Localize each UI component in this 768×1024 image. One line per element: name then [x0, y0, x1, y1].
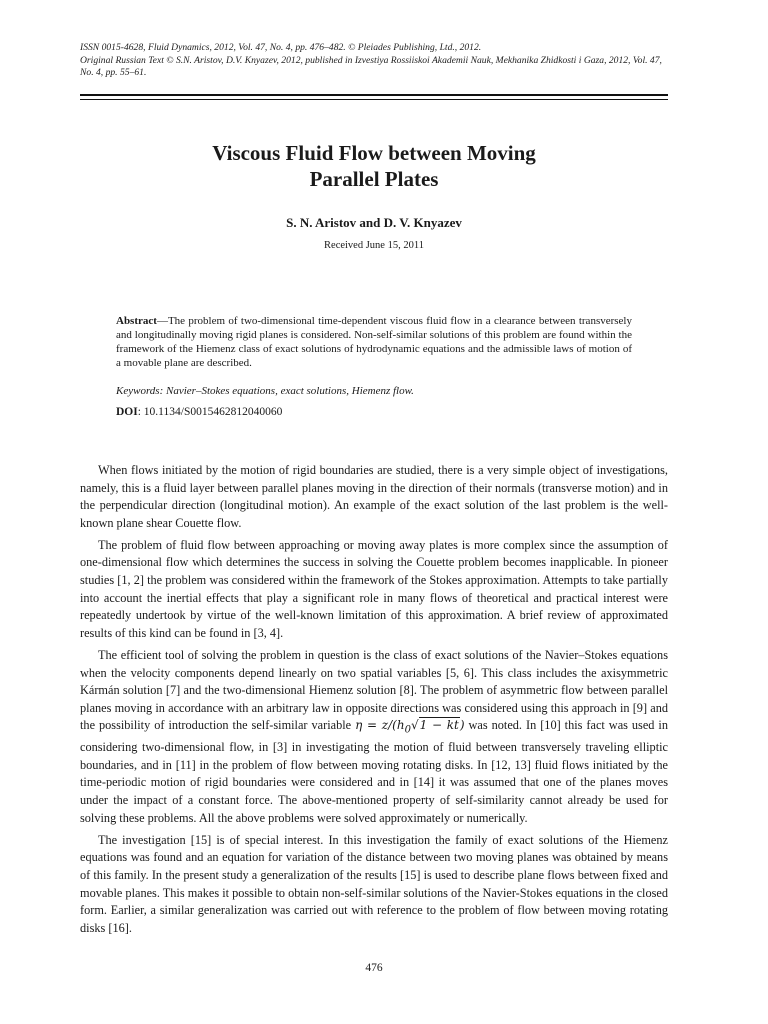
eq-eta: η	[355, 718, 363, 733]
eq-h: h	[396, 718, 405, 733]
doi-value: : 10.1134/S0015462812040060	[137, 406, 283, 418]
eq-radicand: 1 − kt	[419, 718, 459, 733]
journal-header-citation: ISSN 0015-4628, Fluid Dynamics, 2012, Vol. 47, No. 4, pp. 476–482. © Pleiades Publishing, Ltd., 2012.	[80, 42, 482, 53]
journal-header	[80, 42, 668, 80]
eq-sqrt-sign: √	[410, 718, 419, 733]
abstract-text: —The problem of two-dimensional time-dependent viscous fluid flow in a clearance between transversely and longitudinally moving rigid planes is considered. Non-self-similar solutions of this problem are found within the framework of the Hiemenz class of exact solutions of hydrodynamic equations and the admissible laws of motion of a movable plane are described.	[116, 315, 632, 369]
body-paragraph-3-part-2: was noted. In [10] this fact was used in considering two-dimensional flow, in [3] in investigating the motion of fluid between transversely traveling elliptic boundaries, and in [11] in the problem of flow between moving rotating disks. In [12, 13] fluid flows initiated by the time-periodic motion of rigid boundaries were considered and in [14] it was assumed that one of the planes moves under the impact of a constant force. The above-mentioned property of self-similarity cannot already be used for solving these problems. All the above problems were solved approximately or numerically.	[80, 718, 668, 825]
paper-title-line-2: Parallel Plates	[309, 167, 439, 191]
body-paragraph-3	[80, 647, 668, 827]
received-date: Received June 15, 2011	[324, 240, 424, 251]
eq-h-subscript: 0	[404, 724, 411, 736]
doi	[116, 405, 632, 419]
paper-title	[80, 140, 668, 192]
keywords: Keywords: Navier–Stokes equations, exact solutions, Hiemenz flow.	[116, 385, 414, 397]
body-paragraph-4: The investigation [15] is of special interest. In this investigation the family of exact solutions of the Hiemenz equations was found and an equation for variation of the distance between two moving planes was obtained by means of this family. In the present study a generalization of the results [15] is used to describe plane flows between fixed and movable planes. This makes it possible to obtain non-self-similar solutions of the Navier-Stokes equations in the closed form. Earlier, a similar generalization was carried out with reference to the problem of flow between moving rotating disks [16].	[80, 832, 668, 935]
page-number: 476	[365, 962, 383, 974]
abstract-label: Abstract	[116, 315, 157, 327]
body-paragraph-2: The problem of fluid flow between approaching or moving away plates is more complex since the assumption of one-dimensional flow which determines the success in solving the Couette problem becomes inapplicable. In pioneer studies [1, 2] the problem was considered within the framework of the Stokes approximation. Attempts to take partially into account the inertial effects that play a significant role in many flows of theoretical and practical interest were repeatedly undertook by virtue of the well-known limitation of this approximation. A brief review of approximated results of this kind can be found in [3, 4].	[80, 537, 668, 640]
eq-close: )	[459, 718, 465, 733]
eq-slash: /(	[388, 718, 397, 733]
paper-title-line-1: Viscous Fluid Flow between Moving	[212, 141, 536, 165]
header-rule-thin	[80, 99, 668, 100]
body-paragraph-3-part-1: The efficient tool of solving the problem in question is the class of exact solutions of the Navier–Stokes equations when the velocity components depend linearly on two spatial variables [5, 6]. This class includes the axisymmetric Kármán solution [7] and the two-dimensional Hiemenz solution [8]. The problem of asymmetric flow between parallel planes moving in accordance with an arbitrary law in opposite directions was considered using this approach in [9] and the possibility of introduction the self-similar variable	[80, 647, 668, 733]
body-paragraph-1: When flows initiated by the motion of rigid boundaries are studied, there is a very simple object of investigations, namely, this is a fluid layer between parallel planes moving in the direction of their normals (transverse motion) and in the perpendicular direction (longitudinal motion). An example of the exact solution of the last problem is the well-known plane shear Couette flow.	[80, 463, 668, 530]
journal-header-original: Original Russian Text © S.N. Aristov, D.V. Knyazev, 2012, published in Izvestiya Rossiiskoi Akademii Nauk, Mekhanika Zhidkosti i Gaza, 2012, Vol. 47, No. 4, pp. 55–61.	[80, 54, 662, 79]
eq-z: z	[381, 718, 389, 733]
eq-equals: =	[362, 718, 382, 733]
header-rule-thick	[80, 94, 668, 96]
body-text	[80, 462, 668, 942]
paper-authors: S. N. Aristov and D. V. Knyazev	[286, 215, 462, 230]
inline-equation	[355, 718, 465, 736]
doi-label: DOI	[116, 406, 138, 418]
abstract	[116, 314, 632, 370]
